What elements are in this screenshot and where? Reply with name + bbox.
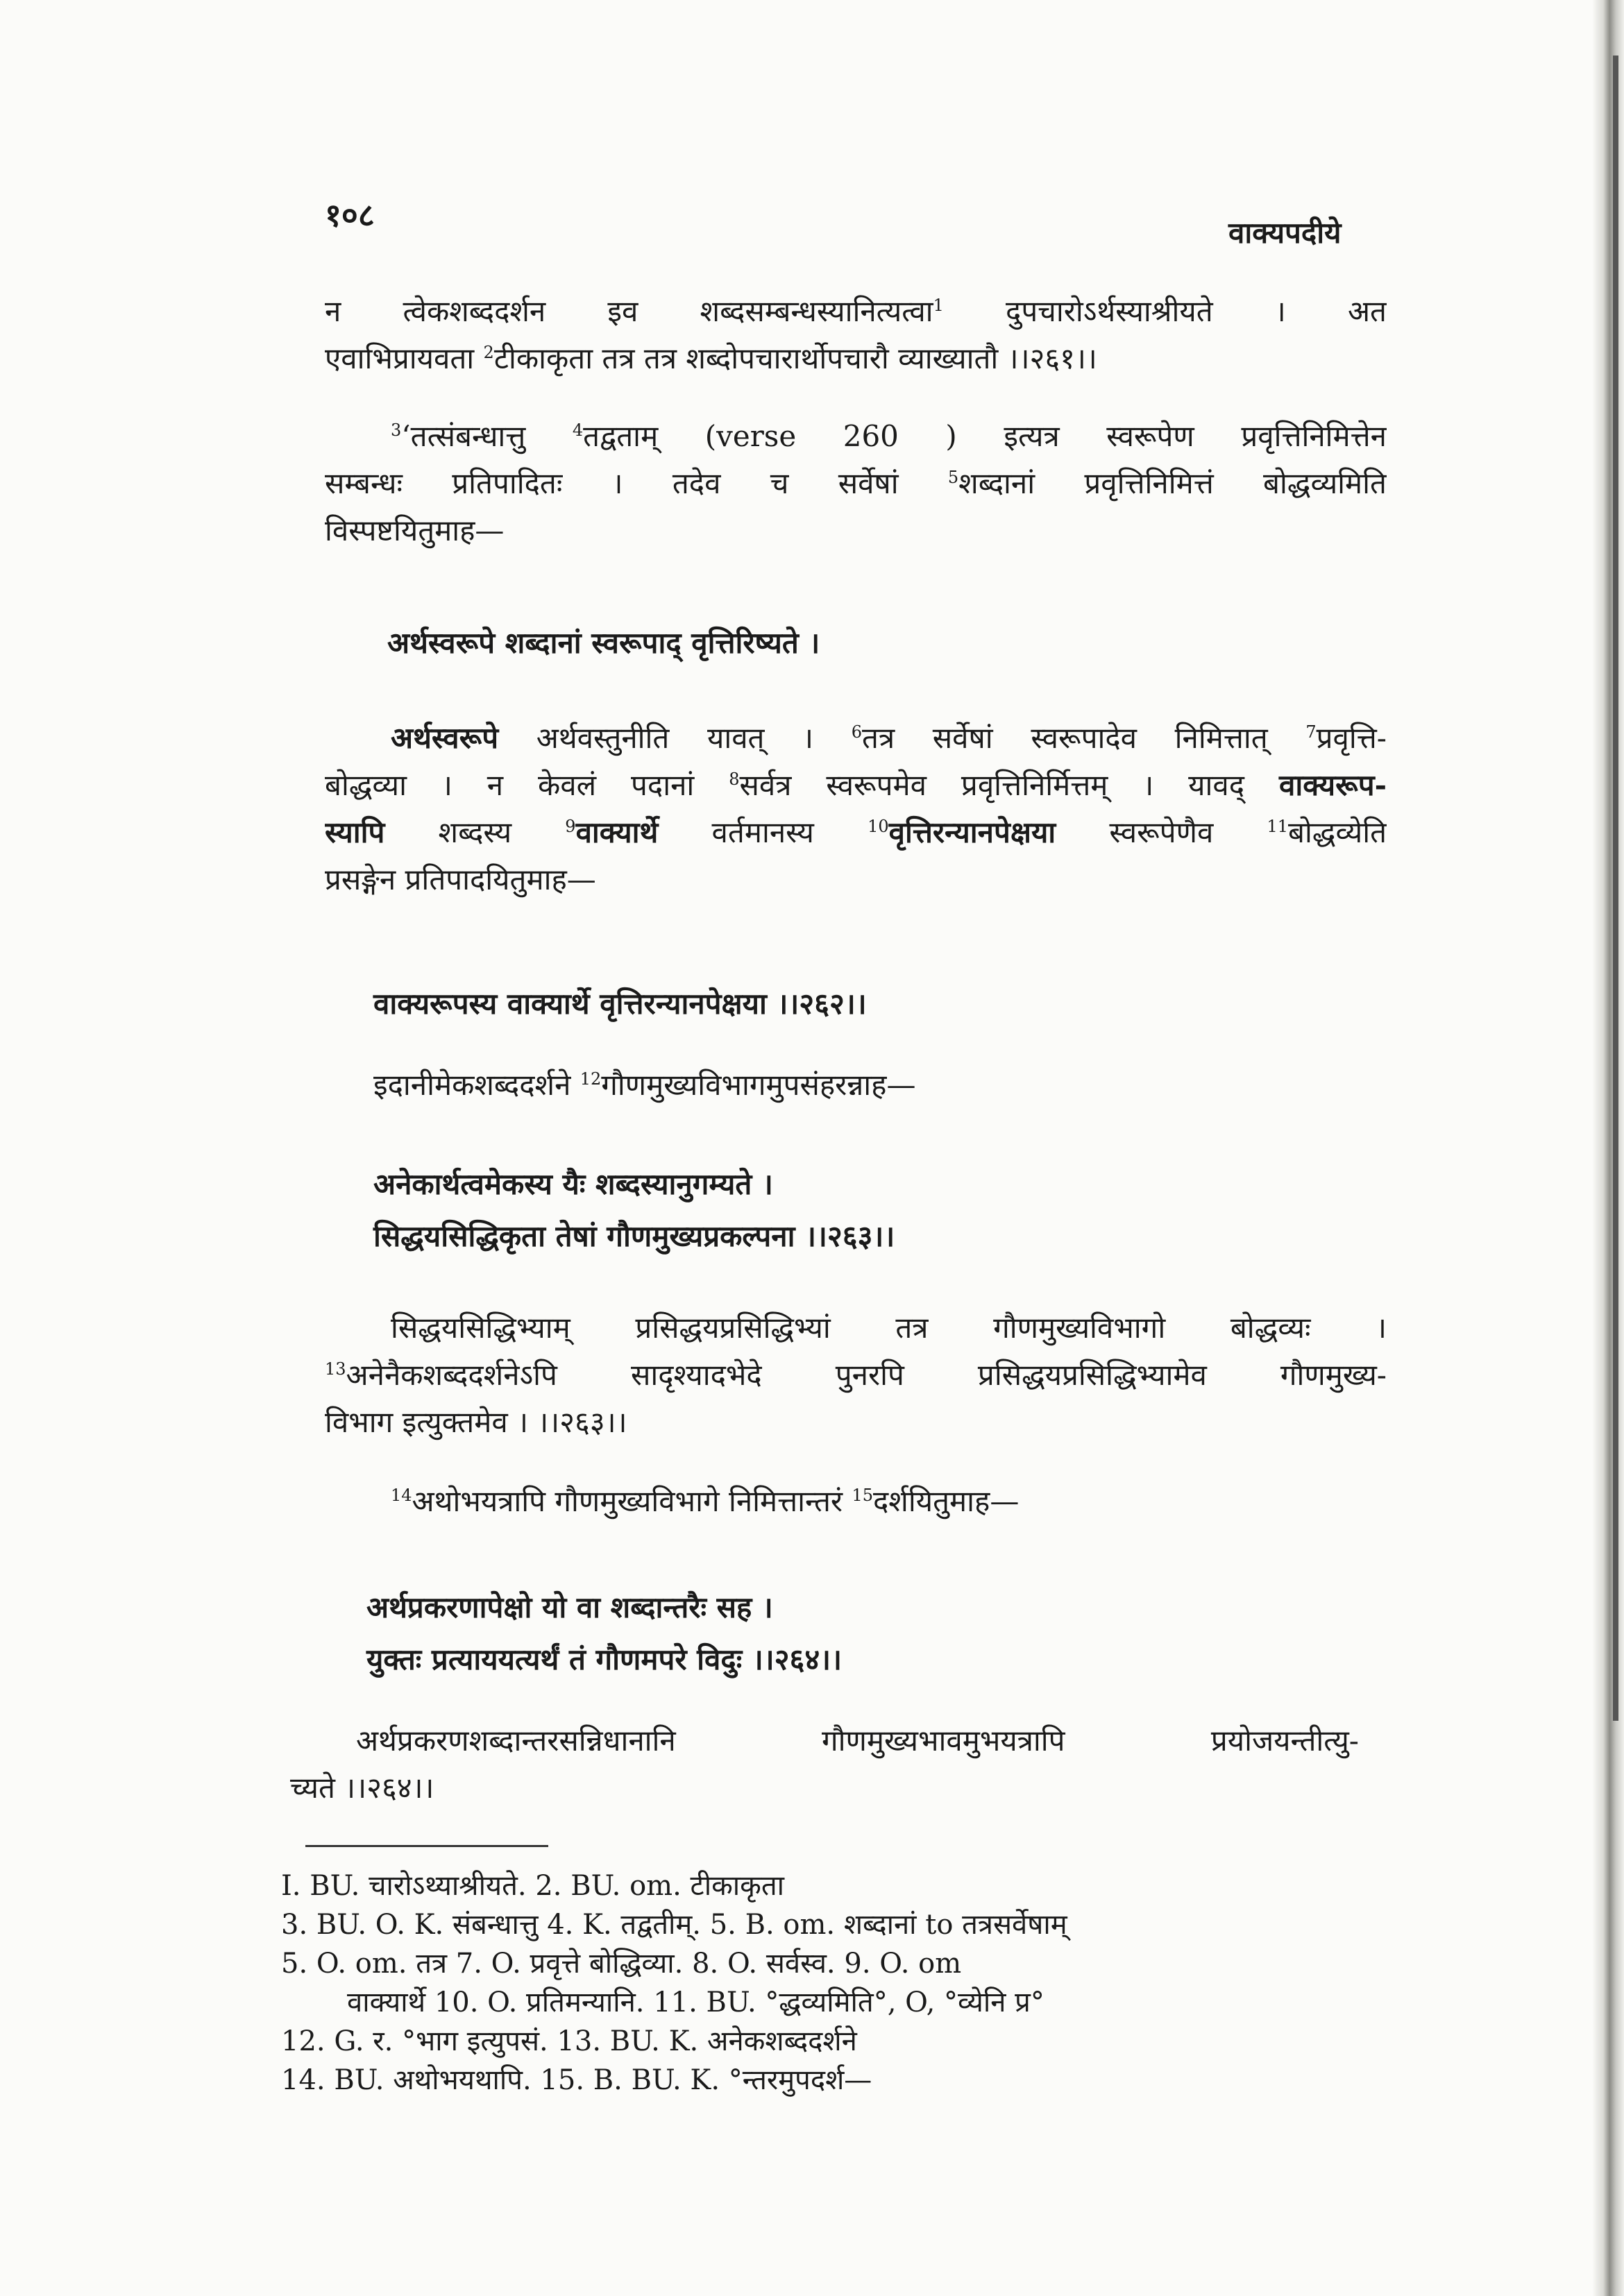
verse-264-line-2: युक्तः प्रत्याययत्यर्थं तं गौणमपरे विदुः ।।२६४।। — [366, 1642, 843, 1676]
paragraph-1 — [325, 288, 1387, 382]
paragraph-2 — [325, 413, 1387, 554]
verse-261: अर्थस्वरूपे शब्दानां स्वरूपाद् वृत्तिरिष्यते । — [387, 626, 820, 660]
paragraph-5-line-1: सिद्धयसिद्धिभ्याम् प्रसिद्धयप्रसिद्धिभ्यां तत्र गौणमुख्यविभागो बोद्धव्यः । — [391, 1311, 1387, 1345]
paragraph-5-line-2: $^{13}$अनेनैकशब्ददर्शनेऽपि सादृश्यादभेदे पुनरपि प्रसिद्धयप्रसिद्धिभ्यामेव गौणमुख्य- — [325, 1358, 1387, 1392]
paragraph-7 — [290, 1717, 1359, 1812]
book-gutter-edge — [1592, 0, 1624, 2296]
page-number: १०८ — [325, 196, 375, 234]
footnote-line-4: वाक्यार्थे 10. O. प्रतिमन्यानि. 11. BU. °द्धव्यमिति°, O, °व्येनि प्र° — [347, 1987, 1044, 2018]
footnote-line-2: 3. BU. O. K. संबन्धात्तु 4. K. तद्वतीम्. 5. B. om. शब्दानां to तत्रसर्वेषाम् — [281, 1909, 1067, 1941]
footnote-rule — [305, 1845, 548, 1847]
paragraph-5-line-3: विभाग इत्युक्तमेव । ।।२६३।। — [325, 1405, 627, 1439]
paragraph-5 — [325, 1304, 1387, 1446]
paragraph-4-line-1: इदानीमेकशब्ददर्शने $^{12}$गौणमुख्यविभागमुपसंहरन्नाह— — [373, 1068, 916, 1102]
paragraph-3-line-4: प्रसङ्गेन प्रतिपादयितुमाह— — [325, 862, 596, 896]
paragraph-1-line-1: न त्वेकशब्ददर्शन इव शब्दसम्बन्धस्यानित्यत्वा$^1$ दुपचारोऽर्थस्याश्रीयते । अत — [325, 294, 1387, 328]
paragraph-2-line-2: सम्बन्धः प्रतिपादितः । तदेव च सर्वेषां $^5$शब्दानां प्रवृत्तिनिमित्तं बोद्धव्यमिति — [325, 466, 1387, 500]
paragraph-2-line-1: $^3$‘तत्संबन्धात्तु $^4$तद्वताम् (verse 260 ) इत्यत्र स्वरूपेण प्रवृत्तिनिमित्तेन — [391, 419, 1387, 453]
paragraph-4 — [373, 1062, 1435, 1109]
running-title: वाक्यपदीये — [1228, 216, 1342, 250]
footnote-line-3: 5. O. om. तत्र 7. O. प्रवृत्ते बोद्धिव्या. 8. O. सर्वस्व. 9. O. om — [281, 1948, 962, 1980]
footnote-line-6: 14. BU. अथोभयथापि. 15. B. BU. K. °न्तरमुपदर्श— — [281, 2064, 872, 2096]
footnotes — [281, 1866, 1405, 2100]
verse-263-line-2: सिद्धयसिद्धिकृता तेषां गौणमुख्यप्रकल्पना ।।२६३।। — [373, 1219, 895, 1253]
footnote-line-1: I. BU. चारोऽथ्याश्रीयते. 2. BU. om. टीकाकृता — [281, 1870, 785, 1902]
paragraph-3-line-3: स्यापि शब्दस्य $^9$वाक्यार्थे वर्तमानस्य $^{10}$वृत्तिरन्यानपेक्षया स्वरूपेणैव $^{11}$बोद्धव्येति — [325, 815, 1387, 849]
paragraph-3 — [325, 715, 1387, 903]
book-gutter-shadow — [1613, 56, 1618, 1721]
paragraph-6-line-1: $^{14}$अथोभयत्रापि गौणमुख्यविभागे निमित्तान्तरं $^{15}$दर्शयितुमाह— — [391, 1484, 1020, 1518]
paragraph-3-line-1: अर्थस्वरूपे अर्थवस्तुनीति यावत् । $^6$तत्र सर्वेषां स्वरूपादेव निमित्तात् $^7$प्रवृत्ति- — [391, 721, 1387, 755]
paragraph-2-line-3: विस्पष्टयितुमाह— — [325, 513, 505, 547]
footnote-line-5: 12. G. र. °भाग इत्युपसं. 13. BU. K. अनेकशब्ददर्शने — [281, 2025, 857, 2057]
paragraph-6 — [325, 1478, 1387, 1525]
verse-263-line-1: अनेकार्थत्वमेकस्य यैः शब्दस्यानुगम्यते । — [373, 1167, 773, 1201]
verse-262: वाक्यरूपस्य वाक्यार्थे वृत्तिरन्यानपेक्षया ।।२६२।। — [373, 987, 867, 1021]
paragraph-1-line-2: एवाभिप्रायवता $^2$टीकाकृता तत्र तत्र शब्दोपचारार्थोपचारौ व्याख्यातौ ।।२६१।। — [325, 341, 1097, 375]
paragraph-7-line-1: अर्थप्रकरणशब्दान्तरसन्निधानानि गौणमुख्यभावमुभयत्रापि प्रयोजयन्तीत्यु- — [356, 1724, 1359, 1758]
verse-264-line-1: अर्थप्रकरणापेक्षो यो वा शब्दान्तरैः सह । — [366, 1590, 773, 1624]
paragraph-7-line-2: च्यते ।।२६४।। — [290, 1771, 434, 1805]
paragraph-3-line-2: बोद्धव्या । न केवलं पदानां $^8$सर्वत्र स्वरूपमेव प्रवृत्तिनिर्मित्तम् । यावद् वाक्यरूप- — [325, 768, 1387, 802]
